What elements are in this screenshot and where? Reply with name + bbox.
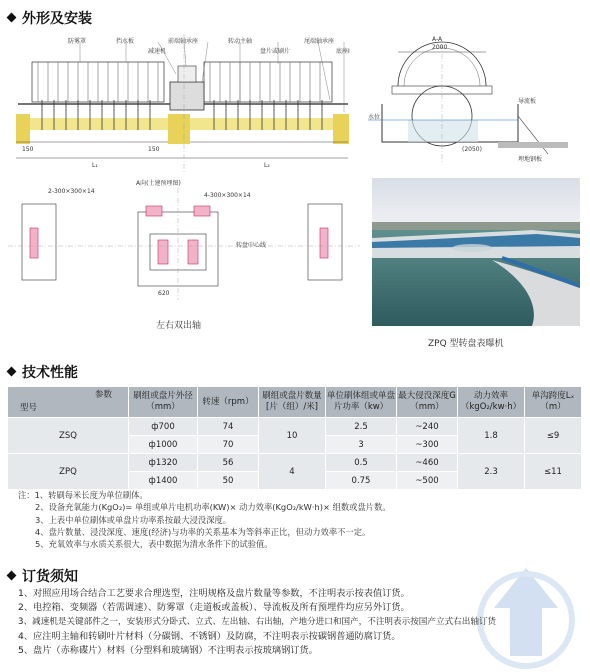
cell-speed: 70 (198, 436, 259, 454)
cell-depth: ~500 (397, 472, 458, 490)
spec-table (8, 387, 582, 490)
section-title-ordering: 订货须知 (8, 566, 78, 586)
plan-drawing-svg (8, 178, 360, 302)
table-row (8, 418, 582, 436)
header-efficiency: 动力效率（kgO₂/kw·h） (458, 387, 525, 418)
cell-diameter: ф1400 (129, 472, 198, 490)
cell-power: 3 (326, 436, 397, 454)
label-plate-2: 2-300×300×14 (48, 188, 95, 195)
cell-diameter: ф700 (129, 418, 198, 436)
cell-power: 0.5 (326, 454, 397, 472)
dim-2050: (2050) (462, 146, 482, 153)
photo-svg (372, 178, 580, 326)
note-item: 2、设备充氧能力(KgO₂)= 单组或单片电机功率(KW)× 动力效率(KgO₂/kW·h)× 组数或盘片数。 (35, 502, 391, 513)
header-param-model (8, 387, 129, 418)
header-params: 参数 (94, 390, 112, 400)
photo-disc-aerator (372, 178, 580, 326)
section-aa-drawing (368, 34, 582, 176)
ordering-list (18, 587, 496, 658)
section-title-performance: 技术性能 (8, 362, 78, 382)
order-item: 3、减速机是关键部件之一，安装形式分卧式、立式、左出轴、右出轴，产地分进口和国产，不注明表示按国产立式右出轴订货 (18, 617, 497, 628)
cell-efficiency: 1.8 (458, 418, 525, 454)
order-item: 4、应注明主轴和转刷叶片材料（分碳钢、不锈钢）及防腐，不注明表示按碳钢普通防腐订货。 (18, 630, 401, 642)
cell-depth: ~300 (397, 436, 458, 454)
header-count: 刷组或盘片数量[片（组）/米] (259, 387, 326, 418)
header-depth: 最大侵没深度G（mm） (397, 387, 458, 418)
cell-model: ZSQ (8, 418, 129, 454)
cell-depth: ~240 (397, 418, 458, 436)
elevation-drawing-svg (8, 34, 360, 176)
cell-width: ≤9 (525, 418, 582, 454)
caption-dual-shaft: 左右双出轴 (156, 321, 202, 331)
cell-diameter: ф1320 (129, 454, 198, 472)
cell-model: ZPQ (8, 454, 129, 490)
header-diameter: 刷组或盘片外径（mm） (129, 387, 198, 418)
cell-speed: 56 (198, 454, 259, 472)
section-aa-svg (368, 34, 582, 176)
dim-l2: L₂ (264, 162, 270, 169)
label-section-aa: A-A (432, 36, 443, 43)
plan-drawing (8, 178, 360, 302)
cell-depth: ~460 (397, 454, 458, 472)
label-water-level: 水位 (368, 114, 381, 121)
cell-count: 10 (259, 418, 326, 454)
label-reducer: 减速机 (148, 48, 167, 55)
header-width: 单沟跨度Lₓ（m） (525, 387, 582, 418)
diamond-bullet-icon (7, 570, 17, 580)
order-item: 5、盘片（赤称碟片）材料（分塑料和玻璃钢）不注明表示按玻璃钢订货。 (18, 644, 318, 656)
label-base-1: 底座I (336, 48, 350, 55)
dim-620: 620 (158, 290, 170, 297)
label-embedded-plate: 埋地钢板 (518, 156, 543, 163)
table-header-row (8, 387, 582, 418)
diamond-bullet-icon (7, 366, 17, 376)
note-item: 4、盘片数量、浸没深度、速度(经济)与功率的关系基本为等斜率正比，但动力效率不一定。 (35, 526, 371, 537)
dim-150-b: 150 (148, 146, 160, 153)
cell-power: 0.75 (326, 472, 397, 490)
cell-diameter: ф1000 (129, 436, 198, 454)
cell-speed: 74 (198, 418, 259, 436)
table-row (8, 454, 582, 472)
label-disc: 盘片或刷片 (260, 48, 291, 55)
header-speed: 转速（rpm） (198, 387, 259, 418)
note-item: 5、充氧效率与水质关系很大，表中数据为清水条件下的试验值。 (35, 539, 273, 550)
elevation-drawing (8, 34, 360, 176)
label-plate-4: 4-300×300×14 (204, 192, 251, 199)
order-item: 2、电控箱、变频器（若需调速）、防雾罩（走道板或盖板）、导流板及所有预埋件均应另外订货。 (18, 602, 410, 614)
label-front-bearing: 前端轴承座 (168, 38, 199, 45)
header-power: 单位刷体组或单盘片功率（kw） (326, 387, 397, 418)
cell-power: 2.5 (326, 418, 397, 436)
notes-block (18, 489, 391, 550)
note-item: 注：1、转刷每米长度为单位刷体。 (18, 490, 148, 500)
dim-l1: L₁ (92, 162, 98, 169)
label-rear-bearing: 尾端轴承座 (304, 38, 335, 45)
note-item: 3、上表中单位刷体或单盘片功率系按最大浸没深度。 (35, 514, 232, 525)
label-fog-cover: 防雾罩 (68, 38, 87, 45)
label-view-a: A向(土建预埋图) (136, 180, 181, 187)
caption-photo: ZPQ 型转盘表曝机 (428, 339, 504, 349)
cell-speed: 50 (198, 472, 259, 490)
section-title-appearance: 外形及安装 (8, 8, 92, 28)
label-baffle: 挡水板 (116, 38, 135, 45)
label-main-shaft: 转动主轴 (228, 38, 253, 45)
dim-150-a: 150 (22, 146, 34, 153)
label-guide-plate: 导流板 (518, 98, 537, 105)
cell-efficiency: 2.3 (458, 454, 525, 490)
header-model: 型号 (20, 403, 38, 413)
cell-count: 4 (259, 454, 326, 490)
dim-2000: 2000 (432, 44, 448, 51)
diamond-bullet-icon (7, 12, 17, 22)
label-disc-centerline: 转盘中心线 (236, 242, 267, 249)
cell-width: ≤11 (525, 454, 582, 490)
order-item: 1、对照应用场合结合工艺要求合理选型，注明规格及盘片数量等参数，不注明表示按表值订货。 (18, 588, 410, 599)
